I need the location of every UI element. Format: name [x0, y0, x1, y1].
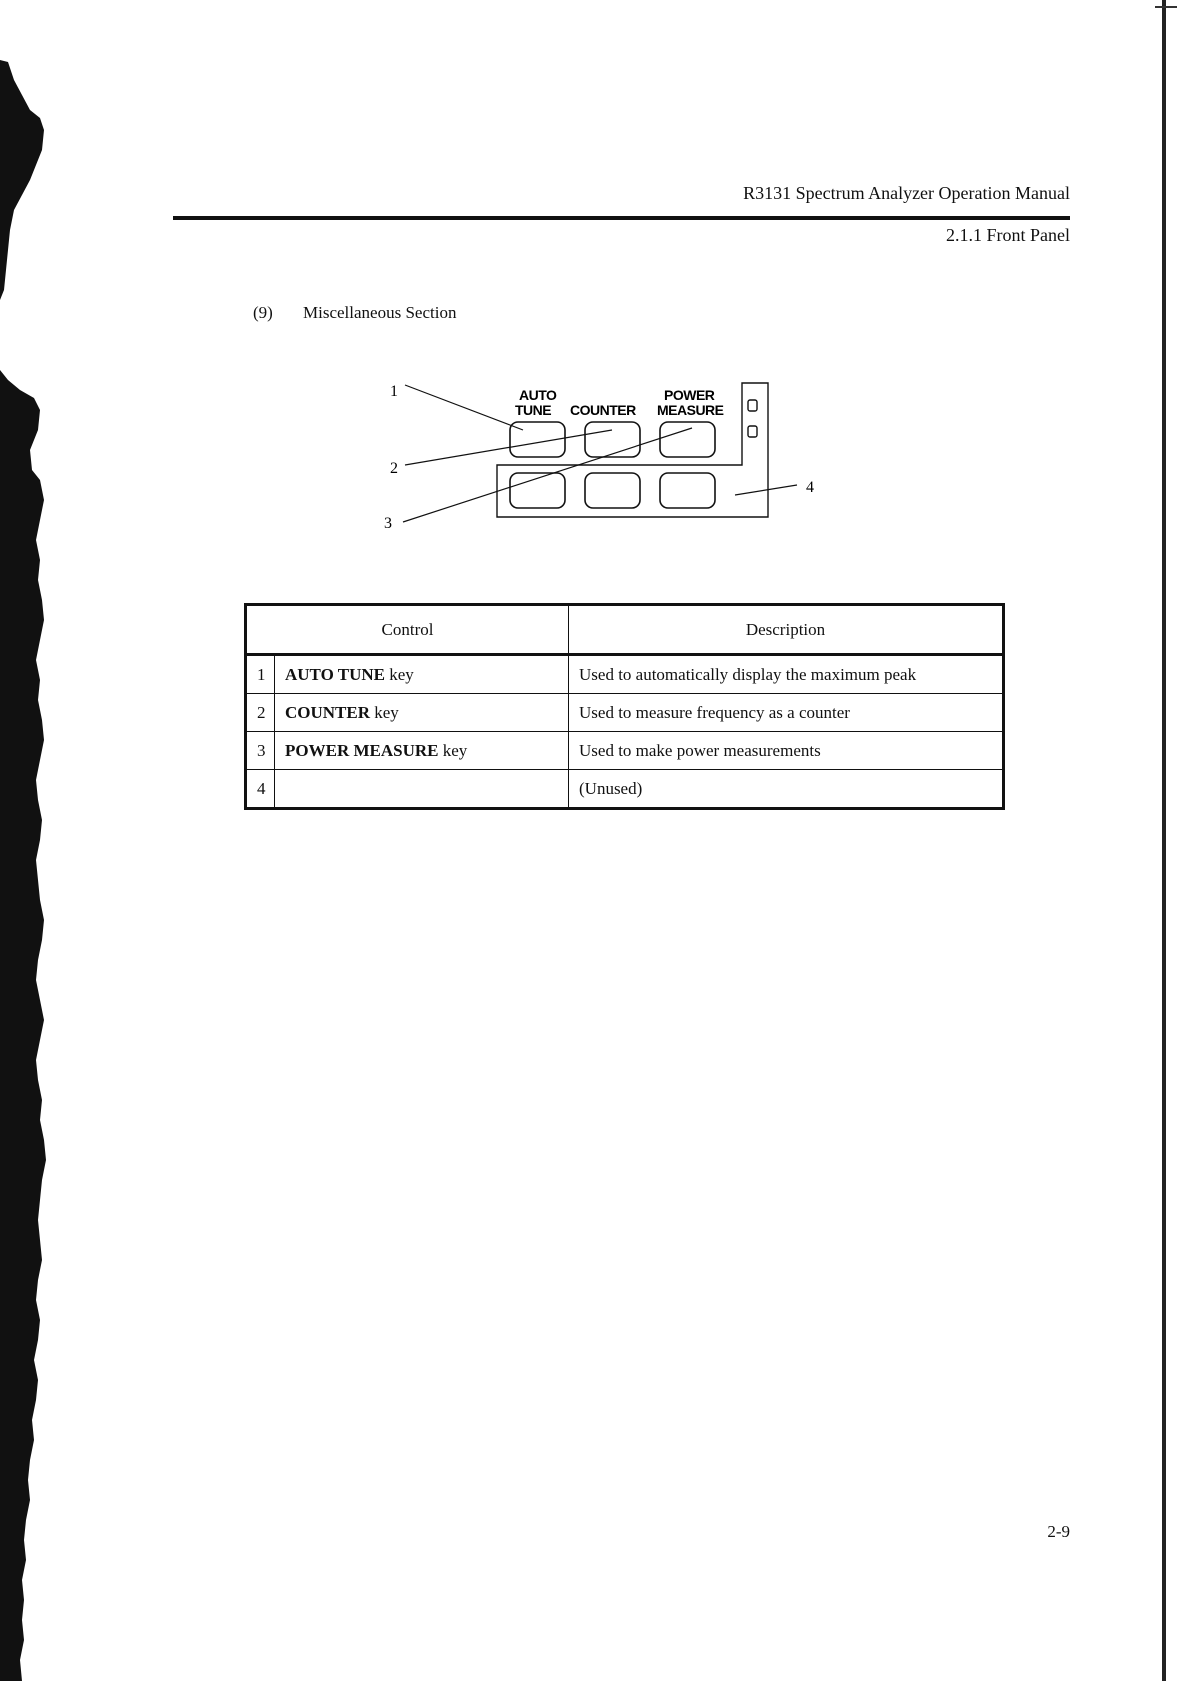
control-name	[275, 655, 569, 694]
callout-3: 3	[384, 515, 392, 532]
counter-label: COUNTER	[570, 402, 636, 418]
panel-diagram	[384, 370, 835, 540]
row-number: 1	[246, 655, 275, 694]
control-name	[275, 694, 569, 732]
control-suffix: key	[384, 664, 414, 684]
control-description: Used to measure frequency as a counter	[569, 694, 1004, 732]
callout-2: 2	[390, 460, 398, 477]
control-description: Used to make power measurements	[569, 732, 1004, 770]
column-header-control: Control	[246, 605, 569, 655]
power-label: POWER	[664, 387, 715, 403]
row-number: 3	[246, 732, 275, 770]
led-indicator-icon	[748, 400, 757, 411]
manual-title: R3131 Spectrum Analyzer Operation Manual	[743, 183, 1070, 203]
callout-1: 1	[390, 383, 398, 400]
tune-label: TUNE	[515, 402, 552, 418]
control-suffix: key	[370, 702, 399, 722]
column-header-description: Description	[569, 605, 1004, 655]
row-number: 2	[246, 694, 275, 732]
scan-edge-right	[1162, 0, 1166, 1681]
subsection-title: Miscellaneous Section	[303, 303, 457, 322]
row-number: 4	[246, 770, 275, 809]
section-heading: 2.1.1 Front Panel	[946, 225, 1070, 245]
auto-label: AUTO	[519, 387, 557, 403]
control-name	[275, 732, 569, 770]
control-key-name: POWER MEASURE	[285, 740, 439, 760]
page-number: 2-9	[1047, 1522, 1070, 1541]
led-indicator-icon	[748, 426, 757, 437]
leader-line-2	[405, 430, 612, 465]
table-row	[246, 770, 1004, 809]
scan-mark	[1155, 6, 1177, 8]
control-description: (Unused)	[569, 770, 1004, 809]
control-name	[275, 770, 569, 809]
callout-4: 4	[806, 479, 814, 496]
measure-label: MEASURE	[657, 402, 724, 418]
subsection-number: (9)	[253, 303, 273, 322]
leader-line-4	[735, 485, 797, 495]
header-rule	[173, 216, 1070, 220]
table-row	[246, 732, 1004, 770]
control-suffix: key	[438, 740, 468, 760]
front-panel-figure	[384, 370, 835, 540]
table-row	[246, 655, 1004, 694]
controls-table	[244, 603, 1005, 810]
leader-line-1	[405, 385, 523, 430]
control-description: Used to automatically display the maximum peak	[569, 655, 1004, 694]
unused-key	[585, 473, 640, 508]
power-measure-key	[660, 422, 715, 457]
control-key-name: AUTO TUNE	[285, 664, 385, 684]
counter-key	[585, 422, 640, 457]
unused-key	[660, 473, 715, 508]
scan-edge-left	[0, 0, 60, 1681]
table-header-row	[246, 605, 1004, 655]
control-key-name: COUNTER	[285, 702, 371, 722]
table-row	[246, 694, 1004, 732]
